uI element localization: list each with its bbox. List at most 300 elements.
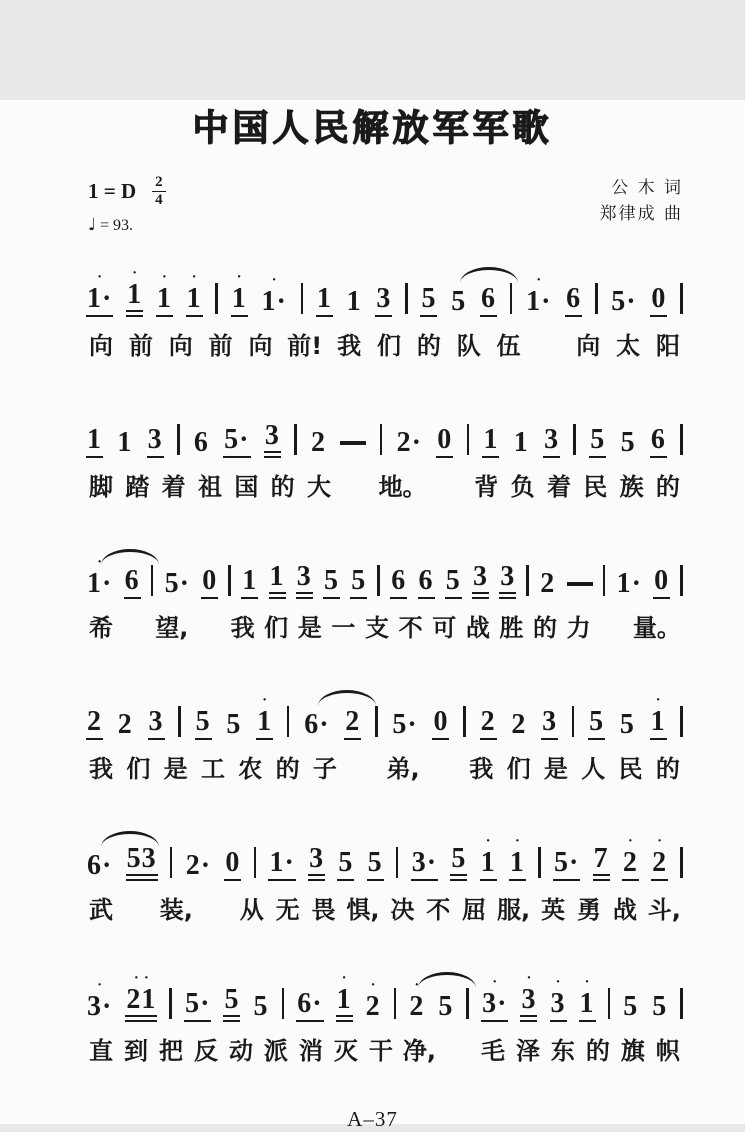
note <box>303 699 330 740</box>
note <box>86 554 113 599</box>
barline <box>294 424 297 455</box>
note <box>610 276 637 317</box>
note <box>86 696 103 740</box>
lyric-syllable: 是 <box>543 755 568 783</box>
system-2 <box>86 406 683 501</box>
lyric-syllable: 到 <box>123 1037 148 1065</box>
octave-dots: · <box>341 970 352 986</box>
note-glyph: 5 <box>451 286 467 317</box>
barline <box>573 424 576 455</box>
note <box>125 970 157 1022</box>
note <box>224 837 241 881</box>
note-glyph: 5 <box>445 566 462 599</box>
barline <box>467 424 470 455</box>
note-glyph: 1· <box>86 284 113 317</box>
octave-dots: · <box>236 269 247 285</box>
barline <box>178 706 181 737</box>
octave-dots: · <box>161 269 172 285</box>
sheet-music-page <box>0 100 745 1131</box>
lyric-syllable: 量。 <box>632 614 681 642</box>
note-glyph: 5 <box>223 985 240 1022</box>
lyric-syllable: 们 <box>376 332 401 360</box>
time-signature-numerator: 2 <box>152 175 166 192</box>
barline <box>680 283 683 314</box>
lyric-gap <box>599 608 625 638</box>
lyric-syllable: 的 <box>585 1037 610 1065</box>
note <box>472 551 489 599</box>
lyric-syllable: 阳 <box>655 332 680 360</box>
lyric-syllable: 消 <box>298 1037 323 1065</box>
lyric-syllable: 从 <box>239 896 264 924</box>
note <box>268 837 295 881</box>
lyrics-row <box>88 467 681 501</box>
lyric-syllable: 战 <box>465 614 490 642</box>
barline <box>170 847 173 878</box>
octave-dots: ·· <box>133 970 154 986</box>
note-glyph: 0 <box>432 707 449 740</box>
note <box>336 970 353 1022</box>
note <box>480 273 497 317</box>
duration-dash-note <box>340 441 366 445</box>
note-glyph: 2 <box>540 568 556 599</box>
note-glyph: 6· <box>304 709 330 740</box>
barline <box>282 988 285 1019</box>
note-glyph: 5 <box>367 848 384 881</box>
note-glyph: 3 <box>499 562 516 599</box>
lyric-syllable: 前 <box>128 332 153 360</box>
note-glyph: 1· <box>261 286 287 317</box>
note <box>481 974 508 1022</box>
lyric-syllable: 子 <box>312 755 337 783</box>
note-glyph: 7 <box>593 844 610 881</box>
lyric-syllable: 望, <box>155 614 189 642</box>
lyric-syllable: 决 <box>390 896 415 924</box>
lyric-syllable: 向 <box>576 332 601 360</box>
barline <box>595 283 598 314</box>
note <box>350 555 367 599</box>
note <box>390 555 407 599</box>
note <box>195 696 212 740</box>
note <box>450 276 467 317</box>
lyric-syllable: 畏 <box>311 896 336 924</box>
notes-row <box>86 970 683 1022</box>
note <box>525 272 552 317</box>
note <box>418 555 435 599</box>
lyrics-row <box>88 890 681 924</box>
note <box>337 837 354 881</box>
note-glyph: 6 <box>480 284 497 317</box>
tempo-value: = 93. <box>100 217 134 234</box>
lyric-syllable: 地。 <box>378 473 427 501</box>
note <box>241 555 258 599</box>
barline <box>151 565 154 596</box>
lyric-gap <box>124 890 150 920</box>
lyric-syllable: 们 <box>126 755 151 783</box>
lyric-syllable: 背 <box>474 473 499 501</box>
lyric-gap <box>122 608 148 638</box>
lyric-syllable: 帜 <box>655 1037 680 1065</box>
lyric-gap <box>437 467 463 497</box>
lyric-syllable: 把 <box>158 1037 183 1065</box>
note <box>116 417 133 458</box>
note-glyph: 5· <box>611 286 637 317</box>
barline <box>510 283 513 314</box>
note-glyph: 3 <box>541 707 558 740</box>
lyric-syllable: 太 <box>616 332 641 360</box>
note <box>620 417 637 458</box>
quarter-note-icon: ♩ <box>88 215 97 235</box>
note <box>437 981 454 1022</box>
note-glyph: 3 <box>148 707 165 740</box>
lyric-syllable: 毛 <box>480 1037 505 1065</box>
note <box>450 833 467 881</box>
note <box>346 276 363 317</box>
note <box>223 974 240 1022</box>
note-glyph: 0 <box>224 848 241 881</box>
lyric-syllable: 向 <box>89 332 113 360</box>
lyric-gap <box>349 749 375 779</box>
note-glyph: 1 <box>480 848 497 881</box>
lyric-syllable: 的 <box>655 473 680 501</box>
lyric-syllable: 旗 <box>620 1037 645 1065</box>
lyric-syllable: 前! <box>287 332 323 360</box>
note <box>480 833 497 881</box>
note-glyph: 5 <box>589 425 606 458</box>
note <box>550 974 567 1022</box>
note <box>651 981 668 1022</box>
barline <box>377 565 380 596</box>
system-4 <box>86 688 683 783</box>
note-glyph: 1 <box>579 989 596 1022</box>
lyric-syllable: 向 <box>168 332 193 360</box>
note <box>193 417 210 458</box>
barline <box>680 988 683 1019</box>
octave-dots: · <box>485 833 496 849</box>
credits-block <box>600 175 683 228</box>
octave-dots: · <box>655 692 666 708</box>
note <box>365 977 382 1022</box>
barline <box>228 565 231 596</box>
notes-row <box>86 406 683 458</box>
note <box>156 269 173 317</box>
octave-dots: · <box>97 977 108 993</box>
note-glyph: 5 <box>652 991 668 1022</box>
lyric-syllable: 屈 <box>462 896 487 924</box>
note <box>482 414 499 458</box>
lyric-syllable: 国 <box>234 473 259 501</box>
note <box>184 978 211 1022</box>
note-glyph: 1 <box>156 284 173 317</box>
note <box>375 273 392 317</box>
note <box>164 558 191 599</box>
note-glyph: 3 <box>375 284 392 317</box>
lyric-gap <box>203 890 229 920</box>
note-glyph: 1 <box>256 707 273 740</box>
note <box>616 558 643 599</box>
note <box>510 699 527 740</box>
note-glyph: 3 <box>472 562 489 599</box>
notes-row <box>86 688 683 740</box>
lyric-syllable: 我 <box>469 755 494 783</box>
note <box>86 269 113 317</box>
lyric-syllable: 伍 <box>496 332 521 360</box>
note-glyph: 6 <box>418 566 435 599</box>
lyric-syllable: 农 <box>238 755 263 783</box>
note <box>201 555 218 599</box>
note-glyph: 2 <box>344 707 361 740</box>
lyric-syllable: 服, <box>497 896 531 924</box>
octave-dots: · <box>627 833 638 849</box>
note <box>622 833 639 881</box>
octave-dots: · <box>584 974 595 990</box>
lyric-syllable: 们 <box>506 755 531 783</box>
barline <box>603 565 606 596</box>
lyric-syllable: 民 <box>618 755 643 783</box>
lyric-gap <box>196 608 222 638</box>
lyric-syllable: 装, <box>159 896 193 924</box>
lyric-syllable: 无 <box>275 896 300 924</box>
octave-dots: · <box>97 269 108 285</box>
note-glyph: 5 <box>450 844 467 881</box>
octave-dots: · <box>262 692 273 708</box>
note-glyph: 5 <box>420 284 437 317</box>
duration-dash-note <box>567 582 593 586</box>
note-glyph: 0 <box>436 425 453 458</box>
note-glyph: 2 <box>409 991 425 1022</box>
note-glyph: 1 <box>346 286 362 317</box>
lyric-syllable: 英 <box>541 896 566 924</box>
note <box>650 414 667 458</box>
note-glyph: 2 <box>480 707 497 740</box>
barline <box>396 847 399 878</box>
note <box>420 273 437 317</box>
octave-dots: · <box>657 833 668 849</box>
note <box>499 551 516 599</box>
lyric-syllable: 工 <box>200 755 225 783</box>
key-tempo-block <box>88 175 166 235</box>
lyric-syllable: 的 <box>533 614 558 642</box>
lyric-syllable: 武 <box>89 896 113 924</box>
note <box>269 551 286 599</box>
note-glyph: 6 <box>390 566 407 599</box>
lyric-syllable: 反 <box>193 1037 218 1065</box>
octave-dots: · <box>271 272 282 288</box>
lyric-syllable: 希 <box>89 614 113 642</box>
note <box>513 417 530 458</box>
barline <box>608 988 611 1019</box>
note <box>223 414 250 458</box>
key-signature-text: 1 = D <box>88 179 137 203</box>
lyric-syllable: 的 <box>416 332 441 360</box>
lyric-syllable: 着 <box>161 473 186 501</box>
barline <box>572 706 575 737</box>
note-glyph: 6 <box>565 284 582 317</box>
lyric-syllable: 东 <box>550 1037 575 1065</box>
lyric-syllable: 我 <box>337 332 362 360</box>
lyric-syllable: 脚 <box>89 473 113 501</box>
note <box>650 273 667 317</box>
note <box>622 981 639 1022</box>
lyrics-row <box>88 1031 681 1065</box>
note-glyph: 3 <box>264 421 281 458</box>
lyric-syllable: 的 <box>655 755 680 783</box>
barline <box>177 424 180 455</box>
time-signature <box>152 175 166 208</box>
note-glyph: 6 <box>193 427 209 458</box>
barline <box>254 847 257 878</box>
lyric-syllable: 不 <box>398 614 423 642</box>
lyric-syllable: 民 <box>583 473 608 501</box>
lyrics-row <box>88 326 681 360</box>
barline <box>215 283 218 314</box>
note-glyph: 1 <box>86 425 103 458</box>
lyric-syllable: 我 <box>89 755 113 783</box>
lyric-syllable: 们 <box>264 614 289 642</box>
lyrics-row <box>88 749 681 783</box>
note-glyph: 3· <box>481 989 508 1022</box>
note-glyph: 6· <box>296 989 323 1022</box>
note-glyph: 5 <box>337 848 354 881</box>
note-glyph: 2 <box>622 848 639 881</box>
note <box>185 840 212 881</box>
note <box>308 833 325 881</box>
system-5 <box>86 829 683 924</box>
note-glyph: 3· <box>87 991 113 1022</box>
note <box>124 555 141 599</box>
note <box>589 414 606 458</box>
lyric-syllable: 斗, <box>647 896 681 924</box>
lyric-syllable: 踏 <box>125 473 150 501</box>
note-glyph: 21 <box>125 985 157 1022</box>
note-glyph: 2· <box>396 427 422 458</box>
lyric-syllable: 可 <box>432 614 457 642</box>
lyric-syllable: 力 <box>566 614 591 642</box>
note <box>593 833 610 881</box>
note-glyph: 2 <box>365 991 381 1022</box>
note <box>565 273 582 317</box>
lyric-syllable: 动 <box>228 1037 253 1065</box>
lyric-gap <box>535 326 561 356</box>
lyricist-credit: 公 木 词 <box>611 178 683 198</box>
note-glyph: 53 <box>126 844 158 881</box>
lyric-syllable: 大 <box>306 473 331 501</box>
note-glyph: 5 <box>620 427 636 458</box>
time-signature-denominator: 4 <box>155 192 163 208</box>
note-glyph: 3 <box>520 985 537 1022</box>
note-glyph: 2 <box>511 709 527 740</box>
note <box>296 551 313 599</box>
note <box>480 696 497 740</box>
note-glyph: 5· <box>392 709 418 740</box>
note-glyph: 1· <box>268 848 295 881</box>
note <box>323 555 340 599</box>
note-glyph: 3· <box>411 848 438 881</box>
note-glyph: 6· <box>87 850 113 881</box>
note <box>260 272 287 317</box>
barline <box>463 706 466 737</box>
note <box>148 696 165 740</box>
note <box>126 265 143 317</box>
note-glyph: 0 <box>650 284 667 317</box>
note-glyph: 3 <box>296 562 313 599</box>
note <box>539 558 556 599</box>
note <box>86 414 103 458</box>
note <box>619 699 636 740</box>
lyric-syllable: 的 <box>270 473 295 501</box>
note-glyph: 1 <box>513 427 529 458</box>
lyric-syllable: 支 <box>365 614 389 642</box>
barline <box>287 706 290 737</box>
note <box>391 699 418 740</box>
lyric-syllable: 干 <box>368 1037 393 1065</box>
note-glyph: 1 <box>316 284 333 317</box>
note-glyph: 1 <box>336 985 353 1022</box>
note-glyph: 1 <box>509 848 526 881</box>
notes-row <box>86 547 683 599</box>
song-title: 中国人民解放军军歌 <box>192 108 553 149</box>
barline <box>394 988 397 1019</box>
lyric-syllable: 向 <box>248 332 273 360</box>
octave-dots: · <box>492 974 503 990</box>
lyric-syllable: 勇 <box>576 896 601 924</box>
note <box>86 977 113 1022</box>
note <box>436 414 453 458</box>
barline <box>680 706 683 737</box>
note-glyph: 2· <box>185 850 212 881</box>
barline <box>538 847 541 878</box>
note-glyph: 2 <box>117 709 133 740</box>
barline <box>680 424 683 455</box>
score-meta <box>88 175 683 235</box>
octave-dots: · <box>191 269 202 285</box>
notes-row <box>86 829 683 881</box>
note-glyph: 1 <box>241 566 258 599</box>
lyric-gap <box>431 749 457 779</box>
note <box>367 837 384 881</box>
note-glyph: 1 <box>650 707 667 740</box>
lyric-syllable: 是 <box>163 755 188 783</box>
note <box>553 837 580 881</box>
note <box>396 417 423 458</box>
note-glyph: 5 <box>438 991 454 1022</box>
note-glyph: 2 <box>311 427 327 458</box>
note-glyph: 1 <box>269 562 286 599</box>
lyric-syllable: 弟, <box>386 755 420 783</box>
note-glyph: 3 <box>543 425 560 458</box>
barline <box>680 847 683 878</box>
note-glyph: 1· <box>616 568 642 599</box>
note-glyph: 3 <box>550 989 567 1022</box>
note <box>541 696 558 740</box>
note <box>344 696 361 740</box>
note-glyph: 6 <box>650 425 667 458</box>
note <box>310 417 327 458</box>
note-glyph: 2 <box>86 707 103 740</box>
barline <box>680 565 683 596</box>
note <box>253 981 270 1022</box>
lyric-gap <box>342 467 368 497</box>
note-glyph: 2 <box>651 848 668 881</box>
composer-credit: 郑律成 曲 <box>599 204 683 225</box>
lyric-syllable: 灭 <box>333 1037 358 1065</box>
note <box>520 970 537 1022</box>
lyric-syllable: 净, <box>402 1037 436 1065</box>
lyric-syllable: 族 <box>619 473 644 501</box>
note <box>408 977 425 1022</box>
system-6 <box>86 970 683 1065</box>
octave-dots: · <box>555 974 566 990</box>
octave-dots: · <box>536 272 547 288</box>
